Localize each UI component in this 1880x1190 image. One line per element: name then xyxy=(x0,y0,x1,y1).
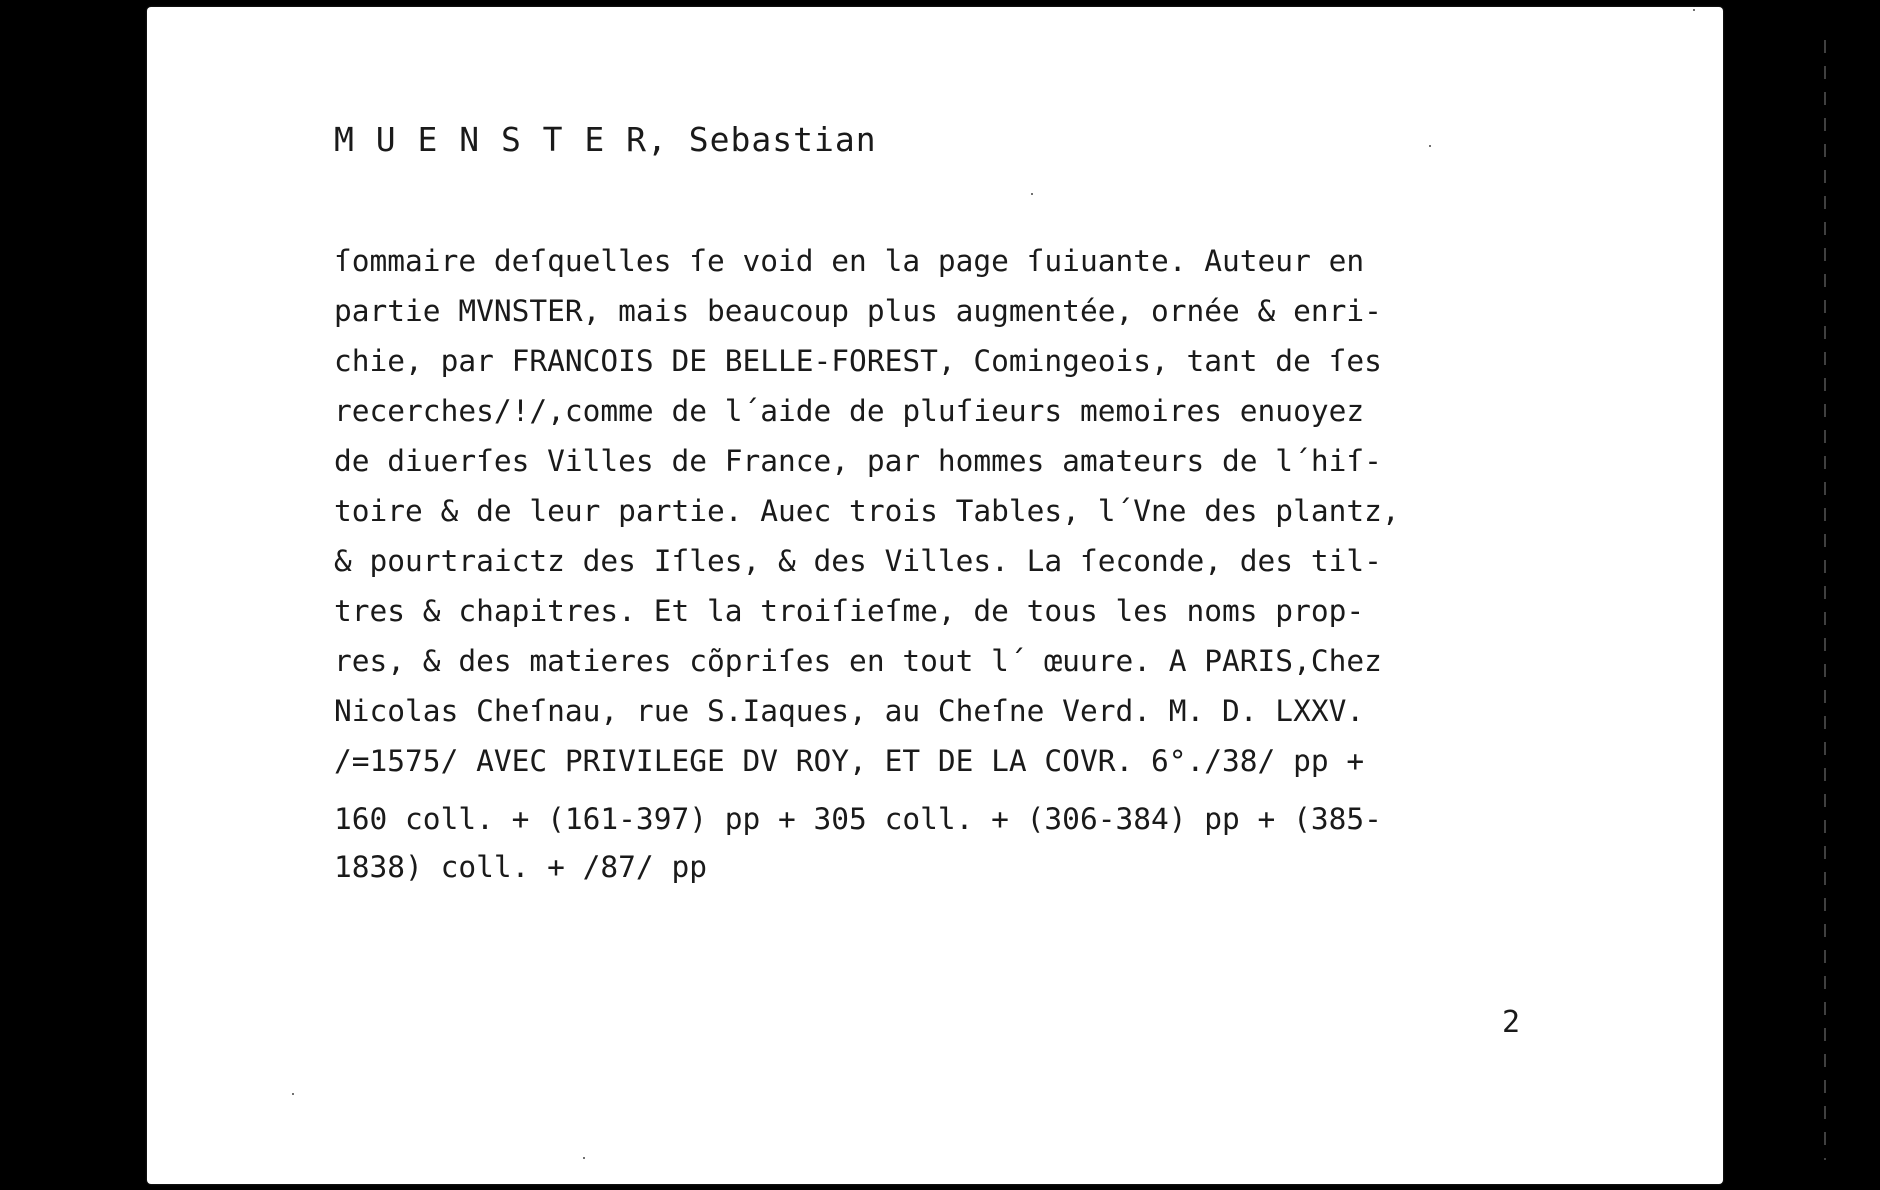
card-line: & pourtraictz des Iſles, & des Villes. La ſeconde, des til- xyxy=(334,544,1382,578)
card-line: recerches/!/,comme de l´aide de pluſieurs memoires enuoyez xyxy=(334,394,1365,428)
card-line: de diuerſes Villes de France, par hommes amateurs de l´hiſ- xyxy=(334,444,1382,478)
card-line: /=1575/ AVEC PRIVILEGE DV ROY, ET DE LA COVR. 6°./38/ pp + xyxy=(334,744,1365,778)
scan-speck xyxy=(292,1093,294,1095)
scan-speck xyxy=(1429,145,1431,147)
scan-speck xyxy=(1031,193,1033,195)
page-number: 2 xyxy=(1502,1005,1521,1040)
card-body xyxy=(334,236,1594,892)
card-line: tres & chapitres. Et la troiſieſme, de tous les noms prop- xyxy=(334,594,1365,628)
card-line: 1838) coll. + /87/ pp xyxy=(334,850,707,884)
card-line: res, & des matieres cõpriſes en tout l´ œuure. A PARIS,Chez xyxy=(334,644,1382,678)
card-line: chie, par FRANCOIS DE BELLE-FOREST, Comingeois, tant de ſes xyxy=(334,344,1382,378)
scan-speck xyxy=(1693,9,1695,11)
card-line: Nicolas Cheſnau, rue S.Iaques, au Cheſne Verd. M. D. LXXV. xyxy=(334,694,1365,728)
card-heading: M U E N S T E R, Sebastian xyxy=(334,120,877,159)
scan-edge-artifact xyxy=(1824,40,1826,1160)
scan-speck xyxy=(583,1157,585,1159)
card-line: partie MVNSTER, mais beaucoup plus augmentée, ornée & enri- xyxy=(334,294,1382,328)
card-line: toire & de leur partie. Auec trois Tables, l´Vne des plantz, xyxy=(334,494,1400,528)
card-line: ſommaire deſquelles ſe void en la page ſuiuante. Auteur en xyxy=(334,244,1365,278)
card-line: 160 coll. + (161-397) pp + 305 coll. + (306-384) pp + (385- xyxy=(334,802,1382,836)
